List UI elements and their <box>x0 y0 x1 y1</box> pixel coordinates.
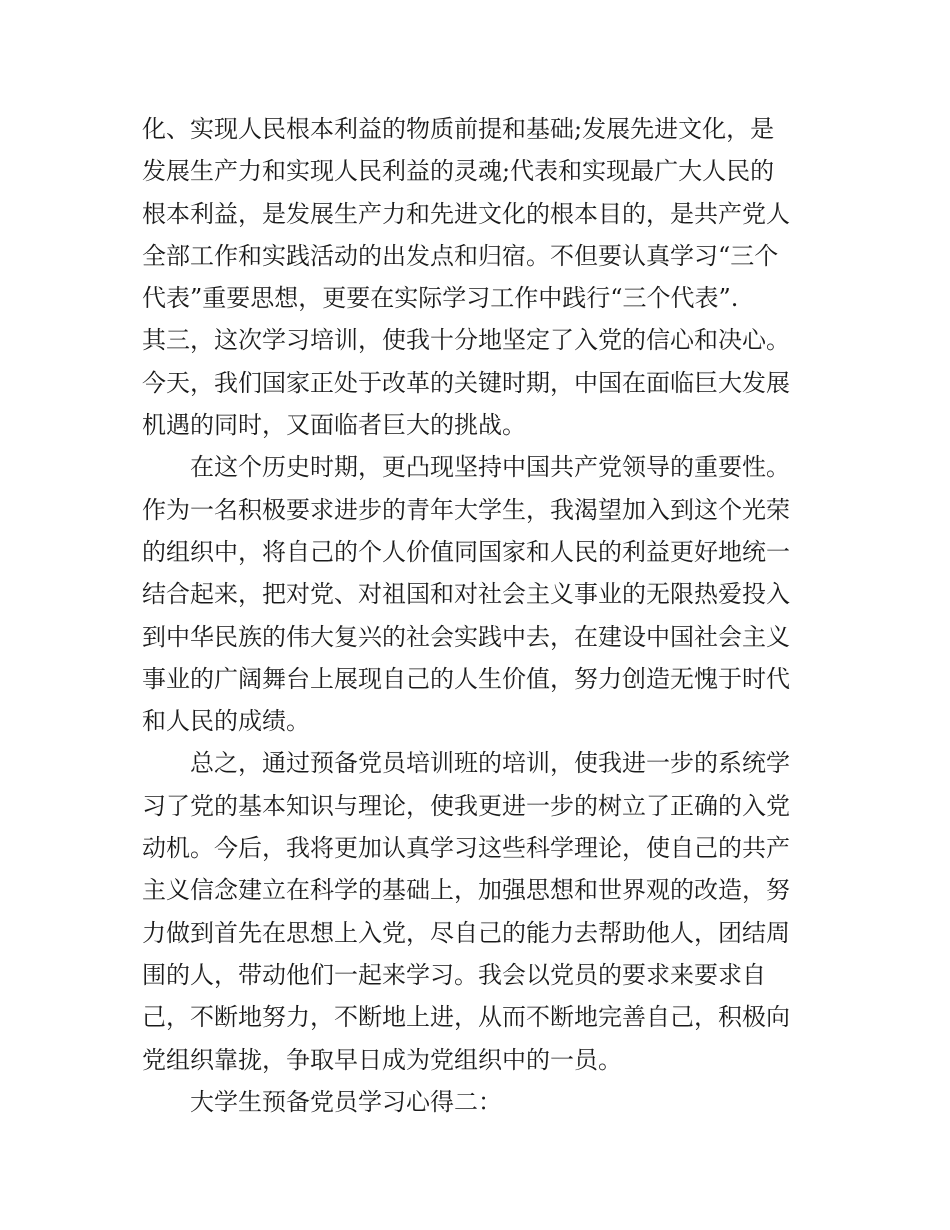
text-line: 全部工作和实践活动的出发点和归宿。不但要认真学习“三个 <box>142 241 779 270</box>
text-line: 和人民的成绩。 <box>142 707 310 736</box>
text-line: 己，不断地努力，不断地上进，从而不断地完善自己，积极向 <box>142 1003 790 1032</box>
text-line: 到中华民族的伟大复兴的社会实践中去，在建设中国社会主义 <box>142 622 790 651</box>
text-line: 习了党的基本知识与理论，使我更进一步的树立了正确的入党 <box>142 791 790 820</box>
text-line: 其三，这次学习培训，使我十分地坚定了入党的信心和决心。 <box>142 326 790 355</box>
text-line: 围的人，带动他们一起来学习。我会以党员的要求来要求自 <box>142 960 766 989</box>
text-line: 的组织中，将自己的个人价值同国家和人民的利益更好地统一 <box>142 537 790 566</box>
text-line: 化、实现人民根本利益的物质前提和基础;发展先进文化，是 <box>142 115 775 143</box>
text-line: 代表”重要思想，更要在实际学习工作中践行“三个代表”. <box>142 284 739 313</box>
paragraph-first-line: 总之，通过预备党员培训班的培训，使我进一步的系统学 <box>190 749 790 778</box>
section-heading: 大学生预备党员学习心得二： <box>190 1087 502 1116</box>
text-line: 事业的广阔舞台上展现自己的人生价值，努力创造无愧于时代 <box>142 664 790 693</box>
text-line: 发展生产力和实现人民利益的灵魂;代表和实现最广大人民的 <box>142 157 775 186</box>
text-line: 今天，我们国家正处于改革的关键时期，中国在面临巨大发展 <box>142 368 790 397</box>
text-line: 机遇的同时，又面临者巨大的挑战。 <box>142 411 526 440</box>
text-line: 根本利益，是发展生产力和先进文化的根本目的，是共产党人 <box>142 199 790 228</box>
text-line: 作为一名积极要求进步的青年大学生，我渴望加入到这个光荣 <box>142 495 790 524</box>
text-line: 主义信念建立在科学的基础上，加强思想和世界观的改造，努 <box>142 876 790 905</box>
paragraph-first-line: 在这个历史时期，更凸现坚持中国共产党领导的重要性。 <box>190 453 790 482</box>
text-line: 动机。今后，我将更加认真学习这些科学理论，使自己的共产 <box>142 834 790 863</box>
document-body <box>142 108 816 1123</box>
text-line: 力做到首先在思想上入党，尽自己的能力去帮助他人，团结周 <box>142 918 790 947</box>
text-line: 结合起来，把对党、对祖国和对社会主义事业的无限热爱投入 <box>142 580 790 609</box>
text-line: 党组织靠拢，争取早日成为党组织中的一员。 <box>142 1045 622 1074</box>
